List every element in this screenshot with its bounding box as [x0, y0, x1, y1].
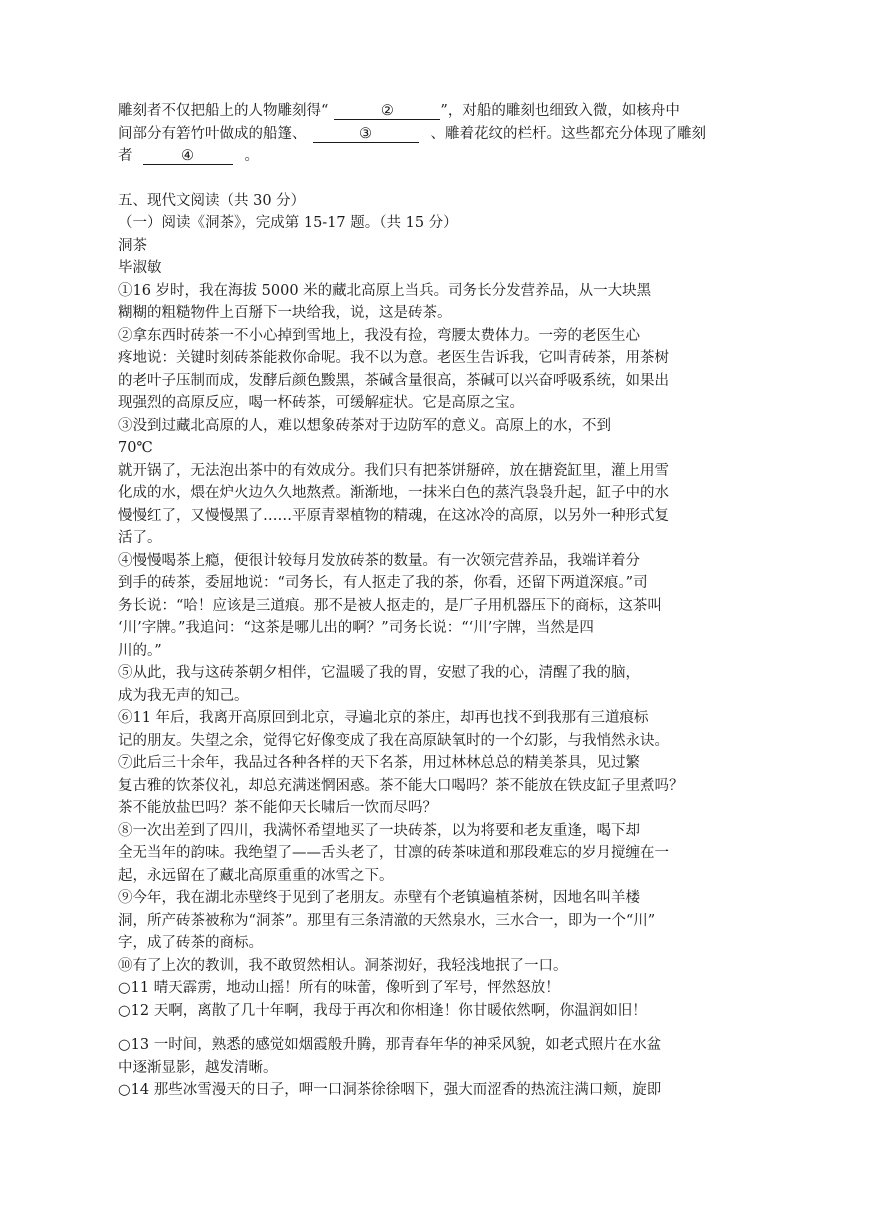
- article-title: 洞茶: [118, 237, 147, 254]
- text-line: 务长说：“哈！应该是三道痕。那不是被人抠走的，是厂子用机器压下的商标，这茶叫: [118, 597, 662, 614]
- fill-in-line-1: [118, 100, 718, 123]
- fill-in-text: 。: [244, 148, 259, 164]
- text-line: 70℃: [118, 440, 153, 456]
- text-line: ①16 岁时，我在海拔 5000 米的藏北高原上当兵。司务长分发营养品，从一大块黑: [118, 282, 652, 299]
- text-line: 化成的水，煨在炉火边久久地熬煮。渐渐地，一抹米白色的蒸汽袅袅升起，缸子中的水: [118, 485, 669, 501]
- blank-4[interactable]: ④: [143, 148, 233, 165]
- text-line: ○14 那些冰雪漫天的日子，呷一口洞茶徐徐咽下，强大而涩香的热流注满口颊，旋即: [118, 1082, 662, 1098]
- text-line: ⑧一次出差到了四川，我满怀希望地买了一块砖茶，以为将要和老友重逢，喝下却: [118, 822, 640, 839]
- text-line: ‘川’字牌。”我追问：“这茶是哪儿出的啊？”司务长说：“‘川’字牌，当然是四: [118, 620, 594, 636]
- text-line: ○13 一时间，熟悉的感觉如烟霞般升腾，那青春年华的神采风貌，如老式照片在水盆: [118, 1037, 662, 1053]
- text-line: ②拿东西时砖茶一不小心掉到雪地上，我没有捡，弯腰太费体力。一旁的老医生心: [118, 327, 640, 344]
- text-line: 就开锅了，无法泡出茶中的有效成分。我们只有把茶饼掰碎，放在搪瓷缸里，灌上用雪: [118, 462, 669, 479]
- text-line: 糊糊的粗糙物件上百掰下一块给我，说，这是砖茶。: [118, 305, 452, 321]
- text-line: ③没到过藏北高原的人，难以想象砖茶对于边防军的意义。高原上的水，不到: [118, 417, 611, 434]
- text-line: 茶不能放盐巴吗？茶不能仰天长啸后一饮而尽吗？: [118, 800, 437, 816]
- text-line: 成为我无声的知己。: [118, 687, 249, 704]
- article-author: 毕淑敏: [118, 260, 162, 276]
- text-line: 现强烈的高原反应，喝一杯砖茶，可缓解症状。它是高原之宝。: [118, 395, 524, 411]
- text-line: 的老叶子压制而成，发酵后颜色黢黑，茶碱含量很高，茶碱可以兴奋呼吸系统，如果出: [118, 372, 669, 389]
- text-line: 起，永远留在了藏北高原重重的冰雪之下。: [118, 867, 394, 884]
- article-body: [118, 280, 718, 1023]
- text-line: ⑥11 年后，我离开高原回到北京，寻遍北京的茶庄，却再也找不到我那有三道痕标: [118, 710, 649, 726]
- text-line: 复古雅的饮茶仪礼，却总充满迷惘困惑。茶不能大口喝吗？茶不能放在铁皮缸子里煮吗？: [118, 777, 684, 794]
- text-line: ○11 晴天霹雳，地动山摇！所有的味蕾，像听到了军号，怦然怒放！: [118, 980, 560, 996]
- text-line: 活了。: [118, 530, 162, 546]
- spacer: [118, 168, 718, 190]
- text-line: ○12 天啊，离散了几十年啊，我母于再次和你相逢！你甘暖依然啊，你温润如旧！: [118, 1002, 647, 1019]
- fill-in-text: ”，对船的雕刻也细致入微，如核舟中: [440, 103, 680, 119]
- text-line: 记的朋友。失望之余，觉得它好像变成了我在高原缺氧时的一个幻影，与我悄然永诀。: [118, 732, 669, 749]
- fill-in-text: 间部分有箬竹叶做成的船篷、: [118, 125, 307, 142]
- section-heading: 五、现代文阅读（共 30 分）: [118, 192, 306, 209]
- blank-3[interactable]: ③: [313, 126, 419, 143]
- text-line: 慢慢红了，又慢慢黑了……平原青翠植物的精魂，在这冰冷的高原，以另外一种形式复: [118, 507, 669, 524]
- text-line: 川的。”: [118, 642, 162, 659]
- text-line: 疼地说：关键时刻砖茶能救你命呢。我不以为意。老医生告诉我，它叫青砖茶，用茶树: [118, 350, 669, 366]
- article-body-continued: [118, 1034, 718, 1102]
- text-line: ④慢慢喝茶上瘾，便很计较每月发放砖茶的数量。有一次领完营养品，我端详着分: [118, 552, 640, 569]
- fill-in-line-2: [118, 123, 718, 146]
- fill-in-text: 、雕着花纹的栏杆。这些都充分体现了雕刻: [430, 125, 706, 142]
- text-line: 到手的砖茶，委屈地说：“司务长，有人抠走了我的茶，你看，还留下两道深痕。”司: [118, 575, 648, 591]
- text-line: ⑦此后三十余年，我品过各种各样的天下名茶，用过林林总总的精美茶具，见过繁: [118, 755, 640, 771]
- text-line: ⑨今年，我在湖北赤壁终于见到了老朋友。赤壁有个老镇遍植茶树，因地名叫羊楼: [118, 890, 640, 906]
- text-line: 全无当年的韵味。我绝望了——舌头老了，甘凛的砖茶味道和那段难忘的岁月搅缠在一: [118, 845, 669, 861]
- text-line: ⑤从此，我与这砖茶朝夕相伴，它温暖了我的胃，安慰了我的心，清醒了我的脑，: [118, 665, 640, 681]
- text-line: 中逐渐显影，越发清晰。: [118, 1059, 278, 1076]
- fill-in-line-3: [118, 145, 718, 168]
- sub-heading: （一）阅读《洞茶》，完成第 15-17 题。（共 15 分）: [118, 215, 458, 231]
- spacer: [118, 1022, 718, 1034]
- text-line: 洞，所产砖茶被称为“洞茶”。那里有三条清澈的天然泉水，三水合一，即为一个“川”: [118, 912, 656, 929]
- text-line: 字，成了砖茶的商标。: [118, 935, 263, 951]
- blank-2[interactable]: ②: [334, 103, 440, 120]
- fill-in-text: 雕刻者不仅把船上的人物雕刻得“: [118, 103, 329, 119]
- document-page: [118, 100, 718, 1102]
- text-line: ⑩有了上次的教训，我不敢贸然相认。洞茶沏好，我轻浅地抿了一口。: [118, 957, 568, 974]
- fill-in-text: 者: [118, 148, 133, 164]
